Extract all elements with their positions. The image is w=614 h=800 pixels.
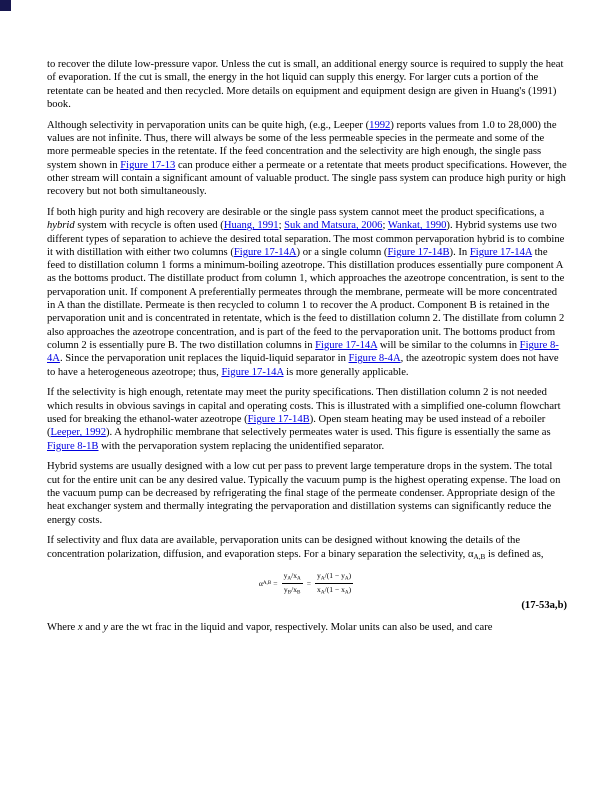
- text-run: x: [317, 584, 321, 594]
- text-run: to recover the dilute low-pressure vapor. Unless the cut is small, an additional energy source is required to supply the heat of evaporation. If the cut is small, the energy in the hot liquid can supply this energy. For larger cuts a portion of the retentate can be heated and then recycled. More details on equipment and equipment design are given in Huang's (1991) book.: [47, 59, 564, 110]
- subscript-text: A: [344, 575, 349, 582]
- paragraph: [47, 206, 567, 379]
- text-run: If selectivity and flux data are available, pervaporation units can be designed without knowing the details of the concentration polarization, diffusion, and evaporation steps. For a binary separation the selectivity, α: [47, 535, 521, 560]
- paragraph: [47, 119, 567, 199]
- text-run: /(1 − y: [324, 571, 345, 581]
- text-run: /x: [291, 571, 298, 581]
- text-run: Although selectivity in pervaporation units can be quite high, (e.g., Leeper (: [47, 119, 370, 131]
- corner-marker: [0, 0, 11, 11]
- equation-operator: =: [273, 578, 278, 588]
- text-run: can produce either a permeate or a retentate that meets product specifications. However, the other stream will contain a significant amount of valuable product. The single pass system can produce high purity or high recovery but not both simultaneously.: [47, 159, 567, 198]
- reference-link[interactable]: Wankat, 1990: [387, 220, 447, 232]
- text-run: the feed to distillation column 1 forms a minimum-boiling azeotrope. This distillation produces essentially pure component A as the bottoms product. The distillate product from column 1, which approaches the azeotrope concentration, is sent to the pervaporation unit. If component A preferentially permeates through the membrane, permeate will be more concentrated in A than the distillate. Permeate is then recycled to column 1 to recover the A product. Component B is retained in the pervaporation unit and is concentrated in retentate, which is the feed to distillation column 2. The distillate from column 2 also approaches the azeotrope concentration, and is part of the feed to the pervaporation unit. The bottoms product from column 2 is essentially pure B. The two distillation columns in: [47, 246, 565, 351]
- fraction-numerator: [315, 571, 353, 584]
- subscript-text: A,B: [262, 580, 272, 587]
- text-run: is more generally applicable.: [283, 366, 409, 378]
- text-run: , the azeotropic system does not have to have a heterogeneous azeotrope; thus,: [47, 353, 559, 378]
- text-run: with the pervaporation system replacing the unidentified separator.: [98, 440, 385, 452]
- reference-link[interactable]: Figure 8-4A: [47, 339, 559, 365]
- text-run: Hybrid systems are usually designed with a low cut per pass to prevent large temperature drops in the system. The total cut for the entire unit can be any desired value. Typically the vacuum pump is the highest operating expense. The load on the vacuum pump can be decreased by refrigerating the final stage of the permeate condenser. Appropriate design of the heat exchanger system and thermally integrating the pervaporation and distillation systems can significantly reduce the energy costs.: [47, 461, 561, 526]
- equation: [47, 571, 567, 595]
- reference-link[interactable]: Figure 17-13: [120, 159, 176, 171]
- text-run: ). Open steam heating may be used instead of a reboiler (: [47, 413, 546, 439]
- text-run: are the wt frac in the liquid and vapor, respectively. Molar units can also be used, and care: [107, 621, 493, 633]
- text-run: y: [103, 621, 108, 633]
- reference-link[interactable]: Huang, 1991: [223, 220, 279, 232]
- subscript-text: A: [320, 575, 325, 582]
- reference-link[interactable]: Figure 17-14A: [315, 339, 378, 351]
- text-run: ). Hybrid systems use two different types of separation to achieve the desired total separation. The most common pervaporation hybrid is to combine it with distillation with either two columns (: [47, 220, 565, 258]
- text-run: /x: [291, 584, 298, 594]
- paragraph: [47, 460, 567, 526]
- subscript-text: A: [297, 575, 301, 582]
- text-run: /(1 − x: [324, 584, 345, 594]
- subscript-text: A: [320, 589, 325, 596]
- fraction-denominator: [315, 584, 353, 596]
- text-run: ): [348, 571, 352, 581]
- subscript-text: B: [297, 589, 301, 596]
- paragraph: [47, 58, 567, 111]
- text-run: y: [283, 571, 288, 581]
- subscript-text: B: [287, 589, 292, 596]
- text-run: ). A hydrophilic membrane that selectively permeates water is used. This figure is essentially the same as: [106, 427, 551, 439]
- equation-number: (17-53a,b): [521, 599, 567, 611]
- reference-link[interactable]: Figure 17-14B: [387, 246, 450, 258]
- reference-link[interactable]: Figure 17-14B: [247, 413, 310, 425]
- reference-link[interactable]: Figure 17-14A: [221, 366, 284, 378]
- text-run: and: [82, 621, 104, 633]
- text-run: system with recycle is often used (: [74, 220, 224, 232]
- reference-link[interactable]: Leeper, 1992: [50, 427, 106, 439]
- text-run: y: [317, 571, 321, 581]
- text-run: . Since the pervaporation unit replaces the liquid-liquid separator in: [59, 353, 349, 365]
- paragraph: [47, 621, 567, 634]
- document-content: [47, 58, 567, 642]
- equation-operator: =: [306, 578, 312, 588]
- subscript-text: A: [344, 589, 349, 596]
- fraction-denominator: [282, 584, 303, 596]
- reference-link[interactable]: Figure 8-4A: [348, 353, 401, 365]
- text-run: ;: [382, 220, 388, 232]
- text-run: If the selectivity is high enough, retentate may meet the purity specifications. Then distillation column 2 is not needed which results in obvious savings in capital and operating costs. This is illustrated with a simplified one-column flowchart used for breaking the ethanol-water azeotrope (: [47, 387, 561, 425]
- subscript-text: A: [287, 575, 292, 582]
- text-run: ). In: [449, 246, 470, 258]
- fraction-numerator: [282, 571, 303, 584]
- text-run: x: [77, 621, 83, 633]
- reference-link[interactable]: Figure 17-14A: [233, 246, 297, 258]
- paragraphs-container: [47, 58, 567, 634]
- text-run: ) or a single column (: [296, 246, 388, 258]
- text-run: hybrid: [47, 220, 75, 232]
- reference-link[interactable]: Figure 17-14A: [469, 246, 532, 258]
- reference-link[interactable]: Figure 8-1B: [47, 440, 99, 452]
- text-run: ): [348, 584, 352, 594]
- text-run: ) reports values from 1.0 to 28,000) the values are not infinite. Thus, there will always be some of the less permeable species in the permeate and some of the more permeable species in the retentate. If the feed concentration and the selectivity are high enough, the single pass system shown in: [47, 119, 557, 171]
- subscript-text: A,B: [473, 552, 486, 561]
- reference-link[interactable]: Suk and Matsura, 2006: [284, 220, 383, 232]
- text-run: will be similar to the columns in: [377, 339, 520, 351]
- text-run: y: [283, 584, 288, 594]
- paragraph: [47, 534, 567, 563]
- text-run: Where: [47, 621, 78, 633]
- text-run: ;: [278, 220, 285, 232]
- text-run: If both high purity and high recovery are desirable or the single pass system cannot meet the product specifications, a: [47, 206, 545, 218]
- fraction: [315, 571, 353, 595]
- paragraph: [47, 386, 567, 452]
- text-run: α: [258, 578, 263, 588]
- reference-link[interactable]: 1992: [369, 119, 391, 131]
- text-run: is defined as,: [485, 548, 544, 560]
- fraction: [282, 571, 303, 595]
